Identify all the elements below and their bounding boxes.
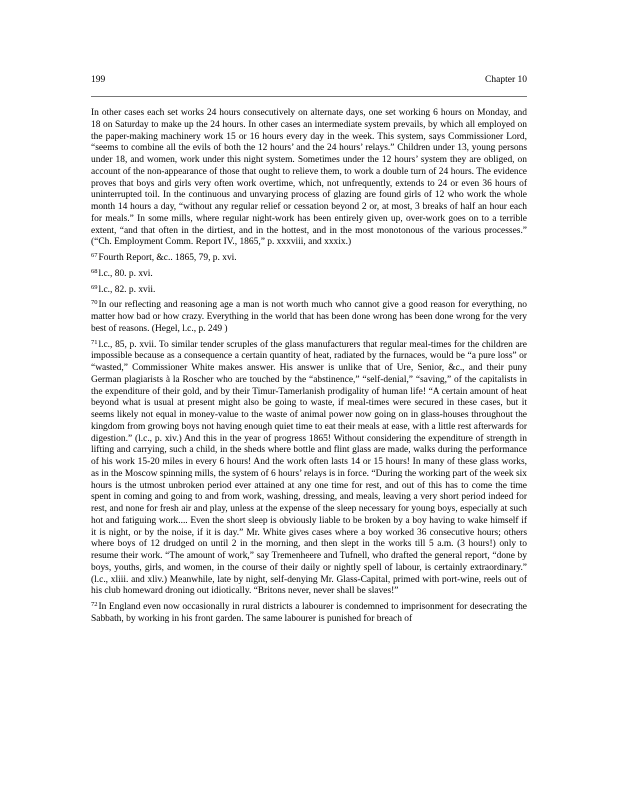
footnote-68	[91, 269, 527, 281]
footnote-67	[91, 253, 527, 265]
page-body	[91, 108, 527, 630]
header-divider	[91, 96, 527, 97]
footnote-71	[91, 340, 527, 599]
chapter-title: Chapter 10	[485, 75, 527, 85]
footnote-number: 72	[91, 601, 98, 608]
footnote-number: 67	[91, 252, 98, 259]
footnote-number: 71	[91, 338, 98, 346]
page-number: 199	[91, 75, 106, 85]
footnote-text: l.c., 85, p. xvii. To similar tender scruples of the glass manufacturers that regular meal-times for the children are impossible because as a consequence a certain quantity of heat, radiated by the furnaces, would be “a pure loss” or “wasted,” Commissioner White makes answer. His answer is unlike that of Ure, Senior, &c., and their puny German plagiarists à la Roscher who are touched by the “abstinence,” “self-denial,” “saving,” of the capitalists in the expenditure of their gold, and by their Timur-Tamerlanish prodigality of human life! “A certain amount of heat beyond what is usual at present might also be going to waste, if meal-times were secured in these cases, but it seems likely not equal in money-value to the waste of animal power now going on in glass-houses throughout the kingdom from growing boys not having enough quiet time to eat their meals at ease, with a little rest afterwards for digestion.” (l.c., p. xiv.) And this in the year of progress 1865! Without considering the expenditure of strength in lifting and carrying, such a child, in the sheds where bottle and flint glass are made, walks during the performance of his work 15-20 miles in every 6 hours! And the work often lasts 14 or 15 hours! In many of these glass works, as in the Moscow spinning mills, the system of 6 hours’ relays is in force. “During the working part of the week six hours is the utmost unbroken period ever attained at any one time for rest, and out of this has to come the time spent in coming and going to and from work, washing, dressing, and meals, leaving a very short period indeed for rest, and none for fresh air and play, unless at the expense of the sleep necessary for young boys, especially at such hot and fatiguing work.... Even the short sleep is obviously liable to be broken by a boy having to wake himself if it is night, or by the noise, if it is day.” Mr. White gives cases where a boy worked 36 consecutive hours; others where boys of 12 drudged on until 2 in the morning, and then slept in the works till 5 a.m. (3 hours!) only to resume their work. “The amount of work,” say Tremenheere and Tufnell, who drafted the general report, “done by boys, youths, girls, and women, in the course of their daily or nightly spell of labour, is certainly extraordinary.” (l.c., xliii. and xliv.) Meanwhile, late by night, self-denying Mr. Glass-Capital, primed with port-wine, reels out of his club homeward droning out idiotically. “Britons never, never shall be slaves!”	[91, 339, 527, 597]
footnote-69	[91, 285, 527, 297]
footnote-text: l.c., 80. p. xvi.	[98, 268, 153, 279]
footnote-70	[91, 300, 527, 335]
footnote-number: 69	[91, 283, 98, 291]
body-paragraph: In other cases each set works 24 hours consecutively on alternate days, one set working 6 hours on Monday, and 18 on Saturday to make up the 24 hours. In other cases an intermediate system prevails, by which all employed on the paper-making machinery work 15 or 16 hours every day in the week. This system, says Commissioner Lord, “seems to combine all the evils of both the 12 hours’ and the 24 hours’ relays.” Children under 13, young persons under 18, and women, work under this night system. Sometimes under the 12 hours’ system they are obliged, on account of the non-appearance of those that ought to relieve them, to work a double turn of 24 hours. The evidence proves that boys and girls very often work overtime, which, not unfrequently, extends to 24 or even 36 hours of uninterrupted toil. In the continuous and unvarying process of glazing are found girls of 12 who work the whole month 14 hours a day, “without any regular relief or cessation beyond 2 or, at most, 3 breaks of half an hour each for meals.” In some mills, where regular night-work has been entirely given up, over-work goes on to a terrible extent, “and that often in the dirtiest, and in the hottest, and in the most monotonous of the various processes.” (“Ch. Employment Comm. Report IV., 1865,” p. xxxviii, and xxxix.)	[91, 108, 527, 248]
footnote-text: l.c., 82. p. xvii.	[98, 284, 156, 295]
footnote-number: 70	[91, 299, 98, 307]
footnote-text: Fourth Report, &c.. 1865, 79, p. xvi.	[98, 253, 237, 263]
footnote-text: In our reflecting and reasoning age a man is not worth much who cannot give a good reason for everything, no matter how bad or how crazy. Everything in the world that has been done wrong has been done wrong for the very best of reasons. (Hegel, l.c., p. 249 )	[91, 300, 527, 334]
footnote-number: 68	[91, 267, 98, 275]
footnote-text: In England even now occasionally in rural districts a labourer is condemned to imprisonment for desecrating the Sabbath, by working in his front garden. The same labourer is punished for breach of	[91, 602, 527, 624]
footnote-72	[91, 602, 527, 626]
page-header	[91, 73, 527, 87]
